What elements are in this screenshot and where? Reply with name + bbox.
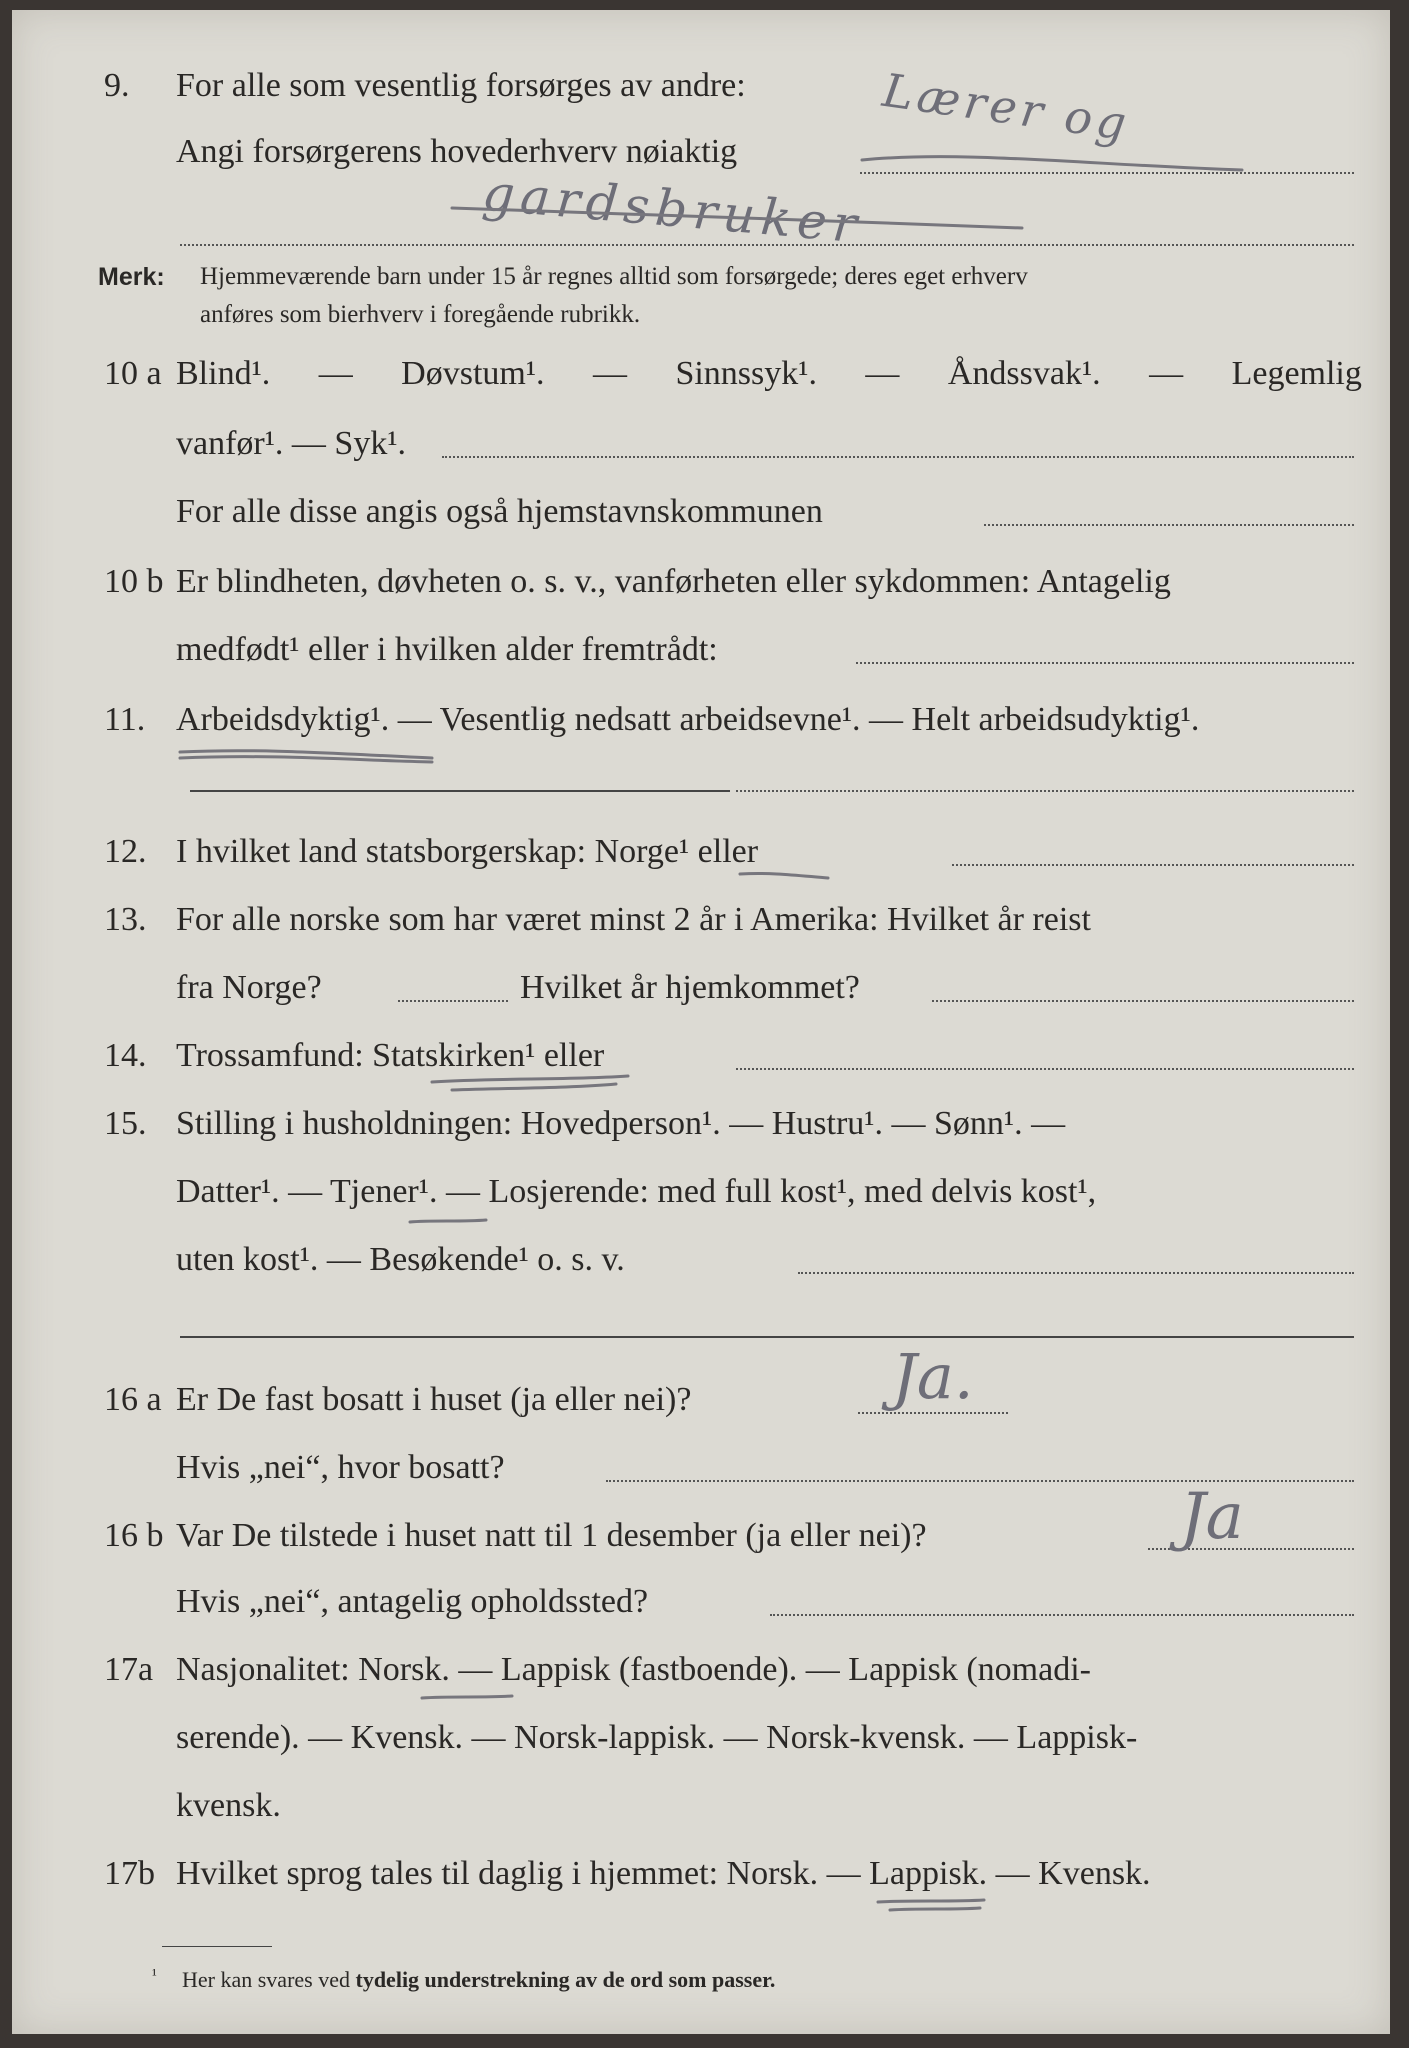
q10a-text-3: For alle disse angis også hjemstavnskommunen: [176, 493, 823, 530]
q10a-dotted-line-1: [442, 456, 1354, 458]
q10a-options: [176, 354, 1362, 394]
q10a-option-blind: Blind¹.: [176, 355, 271, 392]
q16b-handwritten-answer: Ja: [1180, 1480, 1244, 1554]
q13-text-2b: Hvilket år hjemkommet?: [520, 969, 860, 1006]
q10a-option-legemlig: Legemlig: [1231, 355, 1362, 392]
q13-text-1: For alle norske som har været minst 2 år i Amerika: Hvilket år reist: [176, 901, 1091, 938]
q10b-text-1: Er blindheten, døvheten o. s. v., vanførheten eller sykdommen: Antagelig: [176, 563, 1171, 600]
q10b-text-2: medfødt¹ eller i hvilken alder fremtrådt:: [176, 631, 718, 668]
q10a-option-andssvak: Åndssvak¹.: [947, 355, 1101, 392]
q15-number: 15.: [104, 1105, 147, 1142]
q16b-text-2: Hvis „nei“, antagelig opholdssted?: [176, 1583, 649, 1620]
underline-arbeidsdyktig: [180, 751, 432, 758]
q15-dotted-line: [798, 1272, 1354, 1274]
q13-text-2a: fra Norge?: [176, 969, 322, 1006]
footnote-separator: [162, 1946, 272, 1947]
q10a-number: 10 a: [104, 355, 162, 392]
q16b-number: 16 b: [104, 1517, 164, 1554]
q11-answer-rule: [190, 790, 730, 792]
footnote-mark: ¹: [152, 1967, 157, 1984]
q10b-number: 10 b: [104, 563, 164, 600]
q9-handwritten-answer-2: gardsbruker: [480, 163, 866, 255]
q9-answer-dotted-line: [860, 172, 1354, 174]
q15-text-1: Stilling i husholdningen: Hovedperson¹. — Hustru¹. — Sønn¹. —: [176, 1105, 1066, 1142]
q14-number: 14.: [104, 1037, 147, 1074]
q10a-dash: —: [318, 355, 353, 392]
q15-answer-rule: [180, 1336, 1354, 1338]
footnote-text-b: tydelig understrekning av de ord som passer.: [355, 1967, 776, 1992]
q11-answer-dotted: [736, 790, 1354, 792]
q9-text-2: Angi forsørgerens hovederhverv nøiaktig: [176, 133, 738, 170]
q10a-dotted-line-2: [984, 524, 1354, 526]
footnote-body: [182, 1960, 775, 2000]
q10a-dash: —: [1149, 355, 1184, 392]
q17b-number: 17b: [104, 1855, 155, 1892]
q10a-option-sinnssyk: Sinnssyk¹.: [675, 355, 817, 392]
underline-tjener: [410, 1220, 486, 1222]
q11-number: 11.: [104, 701, 146, 738]
q17a-text-2: serende). — Kvensk. — Norsk-lappisk. — Norsk-kvensk. — Lappisk-: [176, 1719, 1138, 1756]
underline-statskirken-2: [452, 1084, 616, 1090]
q10a-dash: —: [593, 355, 627, 392]
q12-number: 12.: [104, 833, 147, 870]
q16b-dotted-line-2: [770, 1614, 1354, 1616]
q10b-dotted-line: [856, 662, 1354, 664]
q13-dotted-line-1: [398, 1000, 508, 1002]
q9-number: 9.: [104, 67, 130, 104]
q17a-text-3: kvensk.: [176, 1787, 281, 1824]
q11-text-1: Arbeidsdyktig¹. — Vesentlig nedsatt arbeidsevne¹. — Helt arbeidsudyktig¹.: [176, 701, 1200, 738]
merk-label: Merk:: [98, 263, 165, 291]
q14-text-1: Trossamfund: Statskirken¹ eller: [176, 1037, 605, 1074]
q12-dotted-line: [952, 864, 1354, 866]
underline-norge: [740, 873, 828, 878]
q17b-text-1: Hvilket sprog tales til daglig i hjemmet: Norsk. — Lappisk. — Kvensk.: [176, 1855, 1151, 1892]
underline-norsk-nasjonalitet: [422, 1696, 512, 1698]
q10a-dash: —: [865, 355, 900, 392]
q16a-handwritten-answer: Ja.: [892, 1340, 974, 1413]
underline-norsk-sprog: [878, 1900, 984, 1902]
q10a-text-2: vanfør¹. — Syk¹.: [176, 425, 407, 462]
q15-text-2: Datter¹. — Tjener¹. — Losjerende: med full kost¹, med delvis kost¹,: [176, 1173, 1097, 1210]
q13-number: 13.: [104, 901, 147, 938]
q16a-text-2: Hvis „nei“, hvor bosatt?: [176, 1449, 505, 1486]
q16a-number: 16 a: [104, 1381, 162, 1418]
q16b-text-1: Var De tilstede i huset natt til 1 desember (ja eller nei)?: [176, 1517, 927, 1554]
q15-text-3: uten kost¹. — Besøkende¹ o. s. v.: [176, 1241, 625, 1278]
underline-norsk-sprog-2: [890, 1908, 980, 1910]
merk-text-2: anføres som bierhverv i foregående rubrikk.: [200, 301, 641, 328]
q16a-text-1: Er De fast bosatt i huset (ja eller nei)?: [176, 1381, 692, 1418]
q10a-option-dovstum: Døvstum¹.: [401, 355, 545, 392]
q16b-dotted-line-1: [1148, 1548, 1354, 1550]
q17a-text-1: Nasjonalitet: Norsk. — Lappisk (fastboende). — Lappisk (nomadi-: [176, 1651, 1091, 1688]
q14-dotted-line: [736, 1068, 1354, 1070]
underline-statskirken: [432, 1076, 628, 1082]
q13-dotted-line-2: [932, 1000, 1354, 1002]
merk-text-1: Hjemmeværende barn under 15 år regnes alltid som forsørgede; deres eget erhverv: [200, 263, 1028, 290]
q12-text-1: I hvilket land statsborgerskap: Norge¹ eller: [176, 833, 759, 870]
underline-arbeidsdyktig-2: [180, 757, 432, 762]
q9-strike-mark: [862, 157, 1242, 170]
q17a-number: 17a: [104, 1651, 154, 1688]
footnote-text-a: Her kan svares ved: [182, 1967, 350, 1992]
census-form-page: [12, 10, 1390, 2034]
q9-handwritten-answer-1: Lærer og: [879, 62, 1134, 152]
q9-text-1: For alle som vesentlig forsørges av andre:: [176, 67, 746, 104]
